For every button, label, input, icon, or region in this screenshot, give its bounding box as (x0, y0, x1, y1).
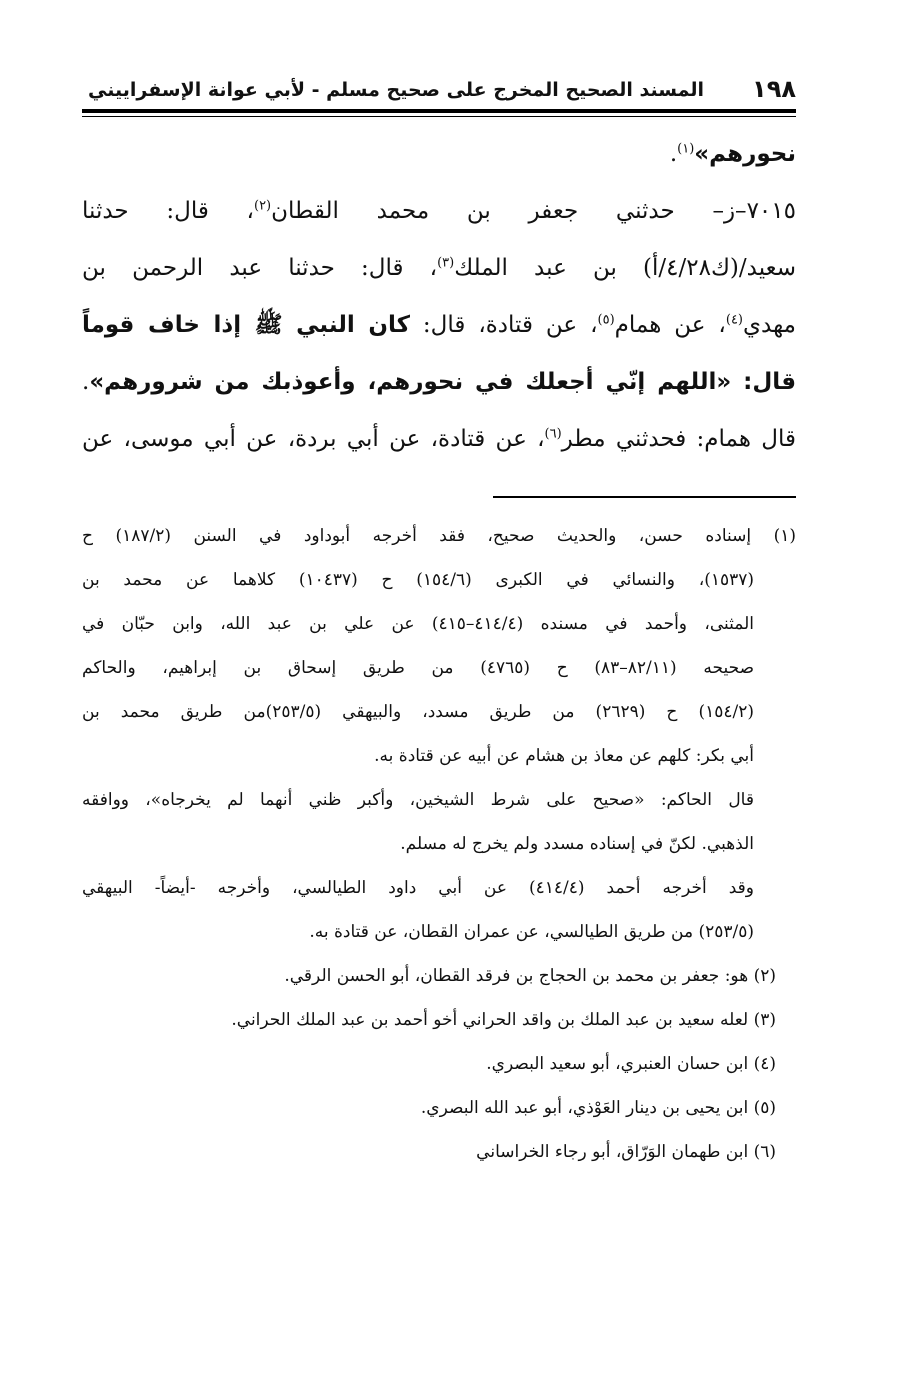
text-line-1 (82, 126, 796, 183)
footnote-5: (٥) ابن يحيى بن دينار العَوْذي، أبو عبد الله البصري. (420, 1098, 776, 1118)
footnotes (82, 514, 796, 1174)
text-span: مهدي (743, 312, 796, 338)
footnote-1-line: المثنى، وأحمد في مسنده (٤١٤/٤–٤١٥) عن علي بن عبد الله، وابن حبّان في (82, 614, 754, 634)
text-span: ، قال: حدثنا (82, 198, 254, 224)
footnote-6: (٦) ابن طهمان الوَرّاق، أبو رجاء الخراساني (476, 1142, 776, 1162)
header-rule-thick (82, 109, 796, 113)
footnote-separator (493, 496, 796, 498)
footnote-1-line: (٢٥٣/٥) من طريق الطيالسي، عن عمران القطان، عن قتادة به. (309, 922, 754, 942)
footnote-ref: (٦) (544, 426, 562, 442)
footnote-1-line: (١٥٤/٢) ح (٢٦٢٩) من طريق مسدد، والبيهقي (٢٥٣/٥)من طريق محمد بن (82, 702, 754, 722)
text-span: . (82, 369, 90, 395)
text-line-4 (82, 297, 796, 354)
text-line-6 (82, 411, 796, 468)
footnote-1-line: (١) إسناده حسن، والحديث صحيح، فقد أخرجه أبوداود في السنن (١٨٧/٢) ح (82, 526, 796, 546)
page-number: ١٩٨ (752, 75, 796, 103)
text-span: ، عن قتادة، قال: (410, 312, 598, 338)
text-span: ، عن همام (614, 312, 726, 338)
footnote-1-line: الذهبي. لكنّ في إسناده مسدد ولم يخرج له مسلم. (400, 834, 754, 854)
footnote-ref: (٤) (725, 312, 743, 328)
footnote-1-line: صحيحه (٨٢/١١–٨٣) ح (٤٧٦٥) من طريق إسحاق بن إبراهيم، والحاكم (82, 658, 755, 678)
page-header (82, 74, 796, 104)
footnote-4: (٤) ابن حسان العنبري، أبو سعيد البصري. (486, 1054, 776, 1074)
footnote-1-line: قال الحاكم: «صحيح على شرط الشيخين، وأكبر ظني أنهما لم يخرجاه»، ووافقه (82, 790, 754, 810)
text-line-3 (82, 240, 796, 297)
footnote-ref: (٢) (253, 198, 272, 214)
footnote-1-line: (١٥٣٧)، والنسائي في الكبرى (١٥٤/٦) ح (١٠٤٣٧) كلاهما عن محمد بن (82, 570, 755, 590)
header-rule-thin (82, 116, 796, 117)
bold-text: كان النبي ﷺ إذا خاف قوماً (82, 312, 410, 338)
text-span: ، عن قتادة، عن أبي بردة، عن أبي موسى، عن (82, 426, 545, 452)
footnote-3: (٣) لعله سعيد بن عبد الملك بن واقد الحراني أخو أحمد بن عبد الملك الحراني. (231, 1010, 776, 1030)
footnote-ref: (٥) (597, 312, 615, 328)
text-span: قال همام: فحدثني مطر (561, 426, 796, 452)
text-span: . (669, 141, 678, 167)
running-title: المسند الصحيح المخرج على صحيح مسلم - لأبي عوانة الإسفراييني (88, 79, 704, 101)
footnote-ref: (٣) (437, 255, 455, 271)
footnote-1-line: وقد أخرجه أحمد (٤١٤/٤) عن أبي داود الطيالسي، وأخرجه -أيضاً- البيهقي (82, 878, 754, 898)
footnote-1-line: أبي بكر: كلهم عن معاذ بن هشام عن أبيه عن قتادة به. (374, 746, 754, 766)
text-line-5 (82, 354, 796, 411)
text-span: ، قال: حدثنا عبد الرحمن بن (82, 255, 438, 281)
bold-text: نحورهم» (694, 141, 796, 167)
footnote-ref: (١) (677, 141, 695, 157)
text-line-2 (82, 183, 796, 240)
text-span: ٧٠١٥–ز– حدثني جعفر بن محمد القطان (271, 198, 796, 224)
bold-text: قال: «اللهم إنّي أجعلك في نحورهم، وأعوذبك من شرورهم» (89, 369, 796, 395)
text-span: سعيد/(ك٤/٢٨/أ) بن عبد الملك (454, 255, 796, 281)
footnote-2: (٢) هو: جعفر بن محمد بن الحجاج بن فرقد القطان، أبو الحسن الرقي. (284, 966, 776, 986)
main-text (82, 126, 796, 468)
